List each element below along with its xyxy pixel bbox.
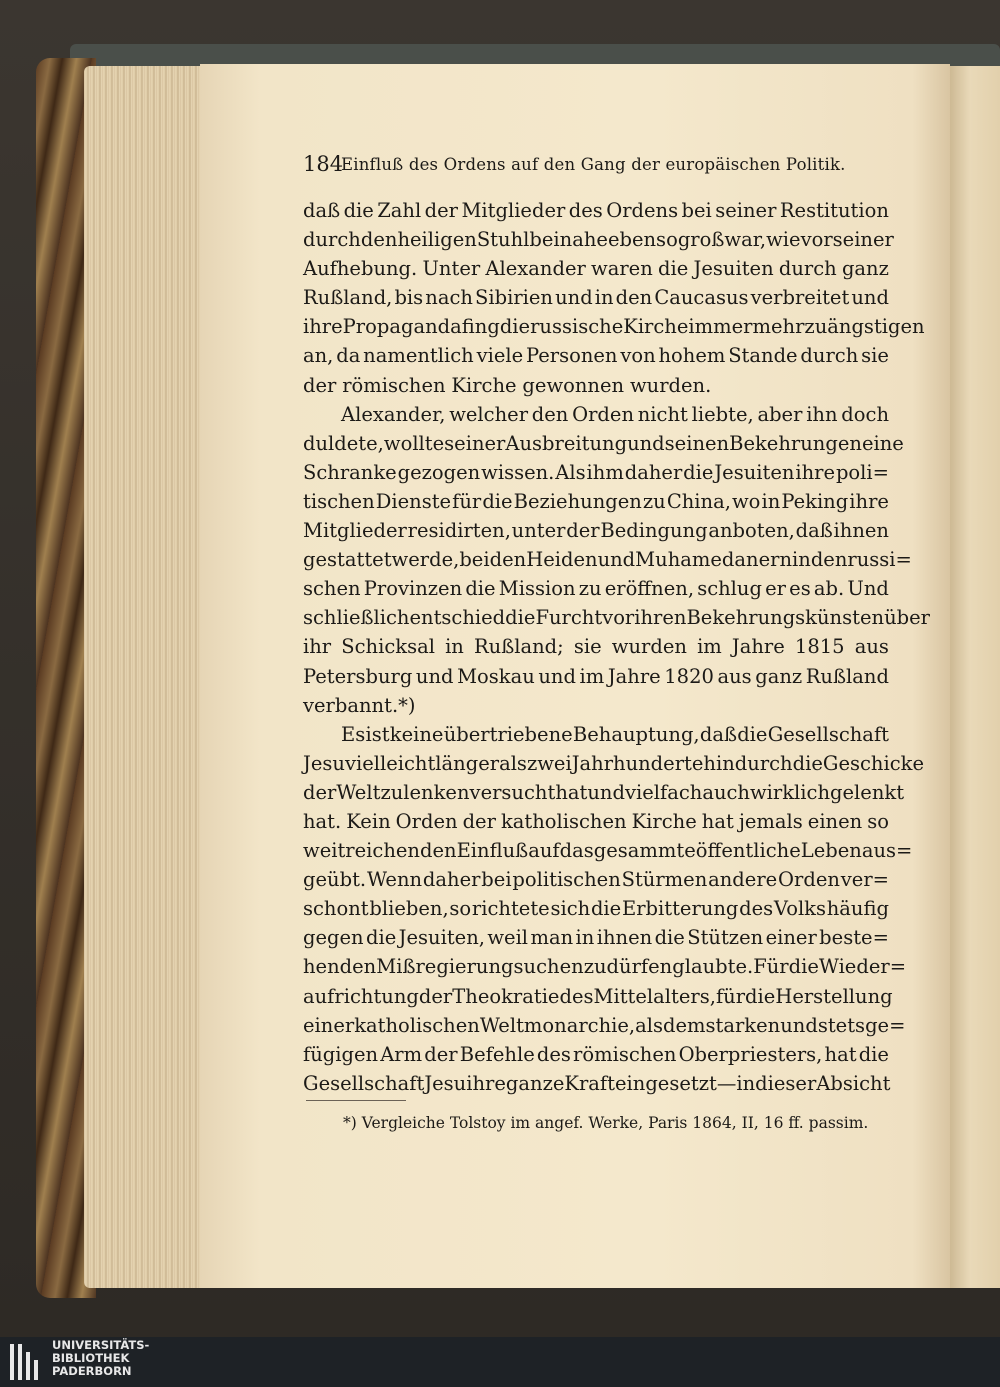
text-line: gestattet werde, bei den Heiden und Muhamedanern in den russi= bbox=[303, 548, 912, 572]
text-line: henden Mißregierung suchen zu dürfen glaubte. Für die Wieder= bbox=[303, 955, 907, 979]
text-line: Gesellschaft Jesu ihre ganze Kraft eingesetzt — in dieser Absicht bbox=[303, 1071, 891, 1095]
text-line: aufrichtung der Theokratie des Mittelalters, für die Herstellung bbox=[303, 984, 893, 1008]
library-name-line3: PADERBORN bbox=[52, 1364, 132, 1378]
text-line: Schranke gezogen wissen. Als ihm daher die Jesuiten ihre poli= bbox=[303, 460, 889, 484]
text-line: gegen die Jesuiten, weil man in ihnen die Stützen einer beste= bbox=[303, 926, 889, 950]
library-logo-icon bbox=[8, 1340, 44, 1384]
text-line: schont blieben, so richtete sich die Erbitterung des Volks häufig bbox=[303, 897, 889, 921]
page-edges bbox=[84, 66, 210, 1288]
running-head bbox=[303, 152, 893, 182]
book-cover-top bbox=[70, 44, 1000, 66]
text-line: Alexander, welcher den Orden nicht liebte, aber ihn doch bbox=[341, 402, 889, 426]
running-title: Einfluß des Ordens auf den Gang der europäischen Politik. bbox=[341, 155, 846, 174]
text-line: geübt. Wenn daher bei politischen Stürmen andere Orden ver= bbox=[303, 868, 889, 892]
library-name-line1: UNIVERSITÄTS- bbox=[52, 1338, 150, 1352]
body-text bbox=[303, 196, 930, 1098]
text-line: schließlich entschied die Furcht vor ihren Bekehrungskünsten über bbox=[303, 606, 930, 630]
library-name bbox=[52, 1339, 149, 1378]
text-line: Mitglieder residirten, unter der Bedingung anboten, daß ihnen bbox=[303, 519, 889, 543]
page-gutter-right bbox=[950, 66, 1000, 1288]
text-line: Aufhebung. Unter Alexander waren die Jesuiten durch ganz bbox=[303, 257, 889, 281]
text-line: weitreichenden Einfluß auf das gesammte öffentliche Leben aus= bbox=[303, 839, 913, 863]
text-line: Jesu vielleicht länger als zwei Jahrhunderte hindurch die Geschicke bbox=[303, 751, 925, 775]
text-line: hat. Kein Orden der katholischen Kirche hat jemals einen so bbox=[303, 809, 889, 833]
page-number: 184 bbox=[303, 152, 344, 176]
text-line: durch den heiligen Stuhl beinahe ebenso groß war, wie vor seiner bbox=[303, 228, 894, 252]
text-line: ihr Schicksal in Rußland; sie wurden im Jahre 1815 aus bbox=[303, 635, 889, 659]
text-line: der römischen Kirche gewonnen wurden. bbox=[303, 373, 712, 397]
text-line: schen Provinzen die Mission zu eröffnen, schlug er es ab. Und bbox=[303, 577, 889, 601]
footnote: *) Vergleiche Tolstoy im angef. Werke, Paris 1864, II, 16 ff. passim. bbox=[343, 1114, 869, 1132]
library-name-line2: BIBLIOTHEK bbox=[52, 1351, 130, 1365]
text-line: daß die Zahl der Mitglieder des Ordens bei seiner Restitution bbox=[303, 199, 889, 222]
text-line: einer katholischen Weltmonarchie, als dem starken und stets ge= bbox=[303, 1013, 906, 1037]
text-line: fügigen Arm der Befehle des römischen Oberpriesters, hat die bbox=[303, 1042, 889, 1066]
text-line: ihre Propaganda fing die russische Kirche immer mehr zu ängstigen bbox=[303, 315, 925, 339]
text-line: Petersburg und Moskau und im Jahre 1820 aus ganz Rußland bbox=[303, 664, 889, 688]
text-line: duldete, wollte seiner Ausbreitung und seinen Bekehrungen eine bbox=[303, 431, 904, 455]
text-line: tischen Dienste für die Beziehungen zu China, wo in Peking ihre bbox=[303, 489, 889, 513]
text-line: der Welt zu lenken versucht hat und vielfach auch wirklich gelenkt bbox=[303, 780, 905, 804]
footer-bar bbox=[0, 1337, 1000, 1387]
text-line: Es ist keine übertriebene Behauptung, daß die Gesellschaft bbox=[341, 722, 889, 746]
footnote-rule bbox=[306, 1100, 406, 1101]
text-line: an, da namentlich viele Personen von hohem Stande durch sie bbox=[303, 344, 889, 368]
text-line: Rußland, bis nach Sibirien und in den Caucasus verbreitet und bbox=[303, 286, 889, 310]
text-line: verbannt.*) bbox=[303, 693, 416, 717]
